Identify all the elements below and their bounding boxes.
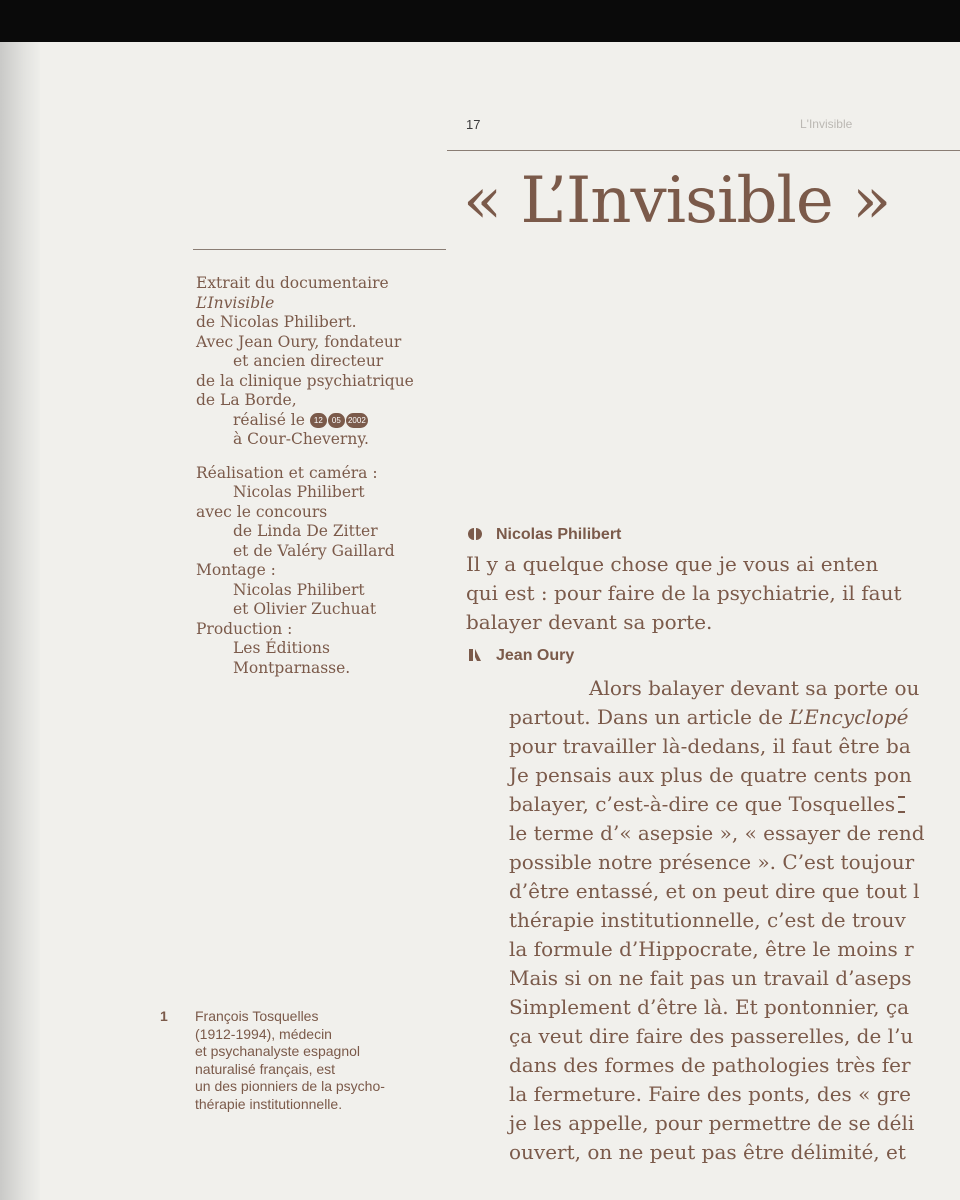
text-line: Il y a quelque chose que je vous ai enten — [466, 552, 879, 576]
credits-line: de la clinique psychiatrique — [196, 371, 414, 390]
footnote-line: François Tosquelles — [195, 1008, 319, 1024]
credits-line: réalisé le — [233, 410, 305, 429]
half-circle-icon — [468, 527, 482, 541]
text-line: partout. Dans un article de L’Encyclopé — [509, 705, 909, 729]
text-line: qui est : pour faire de la psychiatrie, il faut — [466, 581, 902, 605]
crew-line: Nicolas Philibert — [233, 483, 365, 501]
crew-line: et de Valéry Gaillard — [233, 541, 395, 560]
film-title: L’Invisible — [196, 293, 275, 312]
crew-line: Les Éditions — [233, 639, 330, 657]
crew-line: de Linda De Zitter — [233, 522, 378, 540]
text-line: balayer devant sa porte. — [466, 610, 713, 634]
credits-line: à Cour-Cheverny. — [233, 430, 369, 448]
text-line: pour travailler là-dedans, il faut être ba — [509, 734, 911, 758]
crew-line: et Olivier Zuchuat — [233, 600, 377, 618]
footnote-text — [195, 1008, 465, 1113]
credits-line: et ancien directeur — [233, 352, 384, 370]
credits-sidebar — [196, 274, 456, 678]
sidebar-rule — [193, 249, 446, 250]
credits-line: de Nicolas Philibert. — [196, 313, 357, 331]
crew-line: Nicolas Philibert — [233, 580, 365, 599]
text-line: thérapie institutionnelle, c’est de trouv — [509, 908, 906, 932]
footnote-line: (1912-1994), médecin — [195, 1025, 332, 1042]
text-line: ouvert, on ne peut pas être délimité, et — [509, 1140, 906, 1164]
speaker-name: Nicolas Philibert — [496, 526, 622, 543]
text-line: la fermeture. Faire des ponts, des « gre — [509, 1082, 911, 1106]
double-bar-icon — [468, 648, 482, 662]
crew-line: Montage : — [196, 561, 276, 579]
dialogue-paragraph-oury — [509, 674, 925, 1167]
dialogue-paragraph-philibert — [466, 550, 902, 637]
text-line: Je pensais aux plus de quatre cents pon — [509, 763, 912, 787]
date-badge-year: 2002 — [346, 413, 368, 428]
footnote-line: naturalisé français, est — [195, 1060, 336, 1077]
magazine-page — [0, 42, 960, 1200]
footnote-line: et psychanalyste espagnol — [195, 1043, 360, 1059]
text-line: le terme d’« asepsie », « essayer de rend — [509, 821, 925, 845]
text-line: je les appelle, pour permettre de se déli — [509, 1111, 915, 1135]
text-line: balayer, c’est-à-dire ce que Tosquelles — [509, 790, 925, 819]
footnote-line: un des pionniers de la psycho- — [195, 1078, 385, 1094]
running-head: L'Invisible — [800, 117, 853, 131]
text-line: Mais si on ne fait pas un travail d’aseps — [509, 966, 912, 990]
article-title: « L’Invisible » — [463, 164, 891, 238]
text-line: Simplement d’être là. Et pontonnier, ça — [509, 995, 909, 1019]
text-line: la formule d’Hippocrate, être le moins r — [509, 937, 914, 961]
text-line: dans des formes de pathologies très fer — [509, 1053, 911, 1077]
date-badge-month: 05 — [328, 413, 345, 428]
text-line: ça veut dire faire des passerelles, de l’u — [509, 1024, 914, 1048]
footnote-line: thérapie institutionnelle. — [195, 1095, 343, 1112]
text-line: d’être entassé, et on peut dire que tout l — [509, 879, 920, 903]
footnote-reference-marker[interactable] — [898, 796, 905, 813]
credits-line: de La Borde, — [196, 391, 297, 409]
speaker-label-oury — [468, 647, 574, 665]
italic-reference: L’Encyclopé — [789, 705, 909, 729]
text-line: Alors balayer devant sa porte ou — [589, 676, 920, 700]
page-gutter-shadow — [0, 42, 40, 1200]
speaker-name: Jean Oury — [496, 647, 575, 664]
credits-line: Extrait du documentaire — [196, 274, 389, 292]
credits-line: Avec Jean Oury, fondateur — [196, 332, 402, 351]
header-rule — [447, 150, 960, 151]
footnote-number: 1 — [160, 1008, 168, 1024]
crew-line: Réalisation et caméra : — [196, 463, 378, 482]
text-line: possible notre présence ». C’est toujour — [509, 850, 915, 874]
speaker-label-philibert — [468, 526, 621, 544]
crew-line: avec le concours — [196, 502, 328, 521]
crew-line: Montparnasse. — [233, 658, 351, 677]
date-line — [196, 411, 456, 431]
date-badge-day: 12 — [310, 413, 327, 428]
crew-line: Production : — [196, 619, 293, 638]
page-number: 17 — [466, 117, 481, 132]
